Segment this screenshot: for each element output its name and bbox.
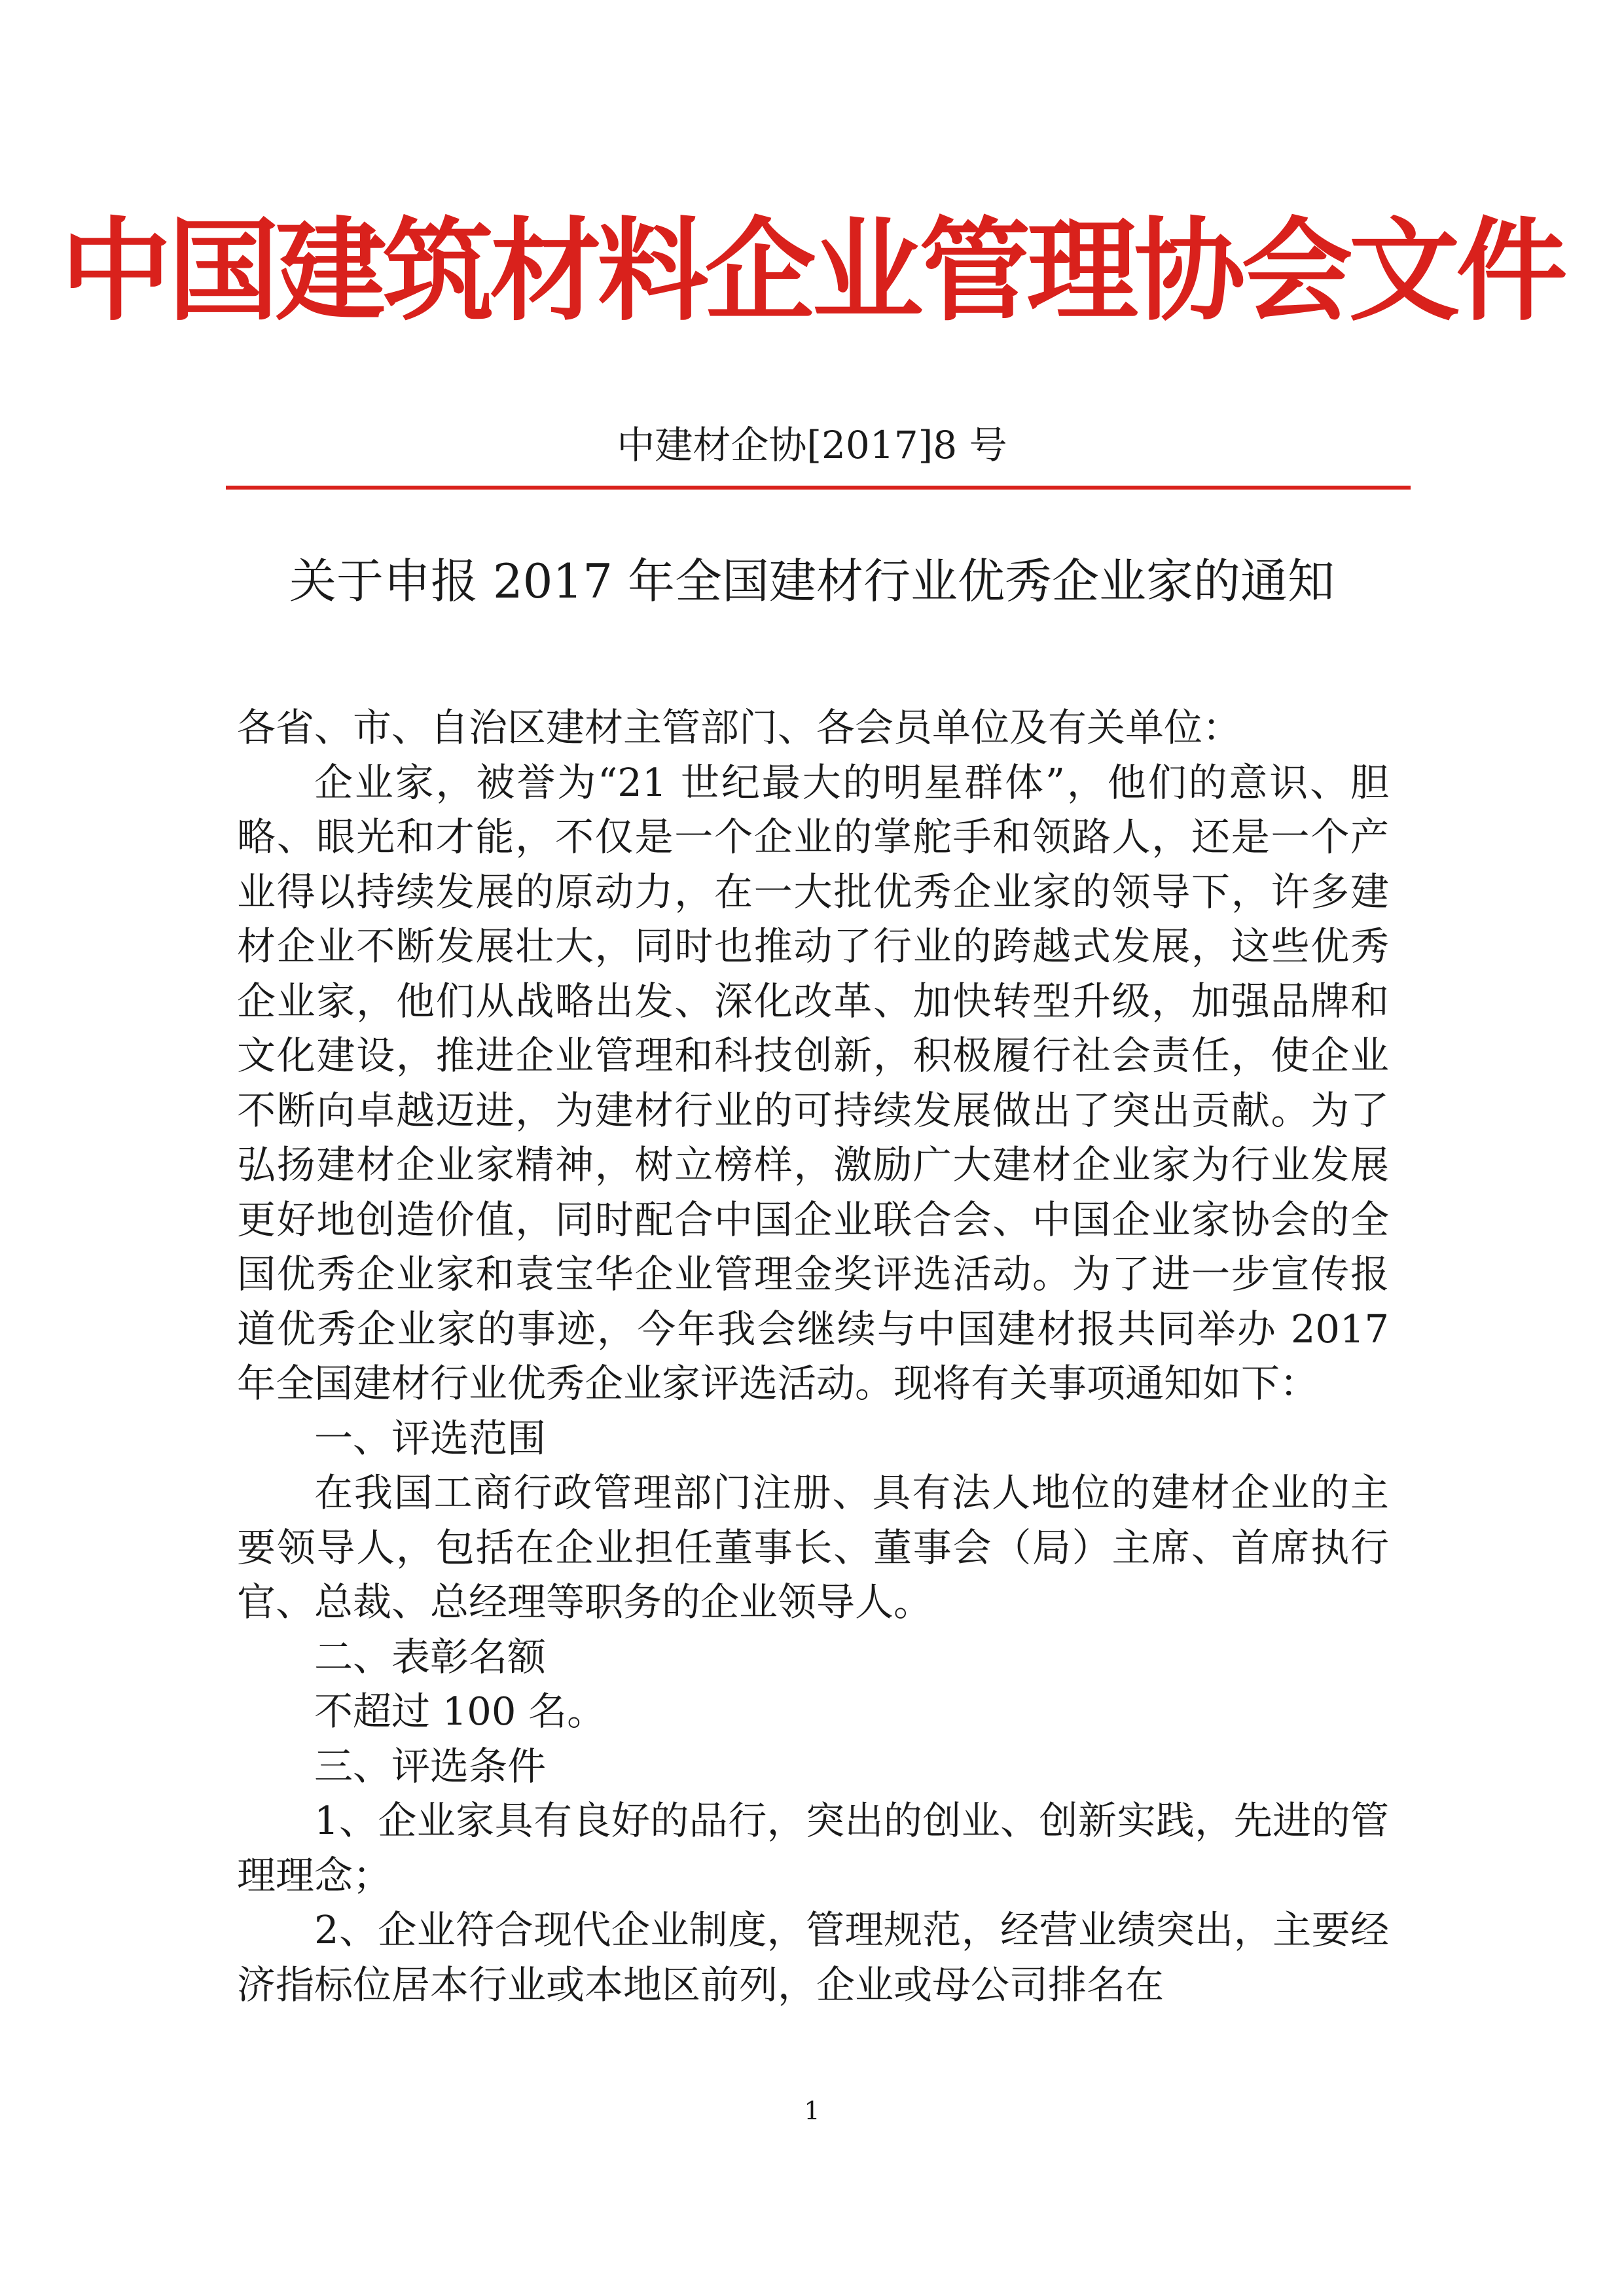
salutation: 各省、市、自治区建材主管部门、各会员单位及有关单位： xyxy=(237,705,1242,750)
section-heading-scope: 一、评选范围 xyxy=(314,1415,547,1461)
red-divider xyxy=(226,486,1411,490)
intro-paragraph: 企业家，被誉为“21 世纪最大的明星群体”，他们的意识、胆略、眼光和才能，不仅是一个企业的掌舵手和领路人，还是一个产业得以持续发展的原动力，在一大批优秀企业家的领导下，许多建材企业不断发展壮大，同时也推动了行业的跨越式发展，这些优秀企业家，他们从战略出发、深化改革、加快转型升级，加强品牌和文化建设，推进企业管理和科技创新，积极履行社会责任，使企业不断向卓越迈进，为建材行业的可持续发展做出了突出贡献。为了弘扬建材企业家精神，树立榜样，激励广大建材企业家为行业发展更好地创造价值，同时配合中国企业联合会、中国企业家协会的全国优秀企业家和袁宝华企业管理金奖评选活动。为了进一步宣传报道优秀企业家的事迹，今年我会继续与中国建材报共同举办 2017 年全国建材行业优秀企业家评选活动。现将有关事项通知如下： xyxy=(237,759,1389,1406)
section-heading-quota: 二、表彰名额 xyxy=(314,1634,547,1679)
document-number: 中建材企协[2017]8 号 xyxy=(617,423,1007,467)
quota-paragraph: 不超过 100 名。 xyxy=(314,1689,606,1734)
criteria-item-1: 1、企业家具有良好的品行，突出的创业、创新实践，先进的管理理念； xyxy=(237,1798,1389,1898)
notice-title: 关于申报 2017 年全国建材行业优秀企业家的通知 xyxy=(289,554,1335,609)
masthead-title: 中国建筑材料企业管理协会文件 xyxy=(60,207,1564,336)
criteria-item-2: 2、企业符合现代企业制度，管理规范，经营业绩突出，主要经济指标位居本行业或本地区前列，企业或母公司排名在 xyxy=(237,1907,1389,2007)
section-heading-criteria: 三、评选条件 xyxy=(314,1743,547,1789)
scope-paragraph: 在我国工商行政管理部门注册、具有法人地位的建材企业的主要领导人，包括在企业担任董事长、董事会（局）主席、首席执行官、总裁、总经理等职务的企业领导人。 xyxy=(237,1470,1389,1624)
notice-body xyxy=(237,700,1389,2012)
page-number: 1 xyxy=(804,2096,820,2125)
